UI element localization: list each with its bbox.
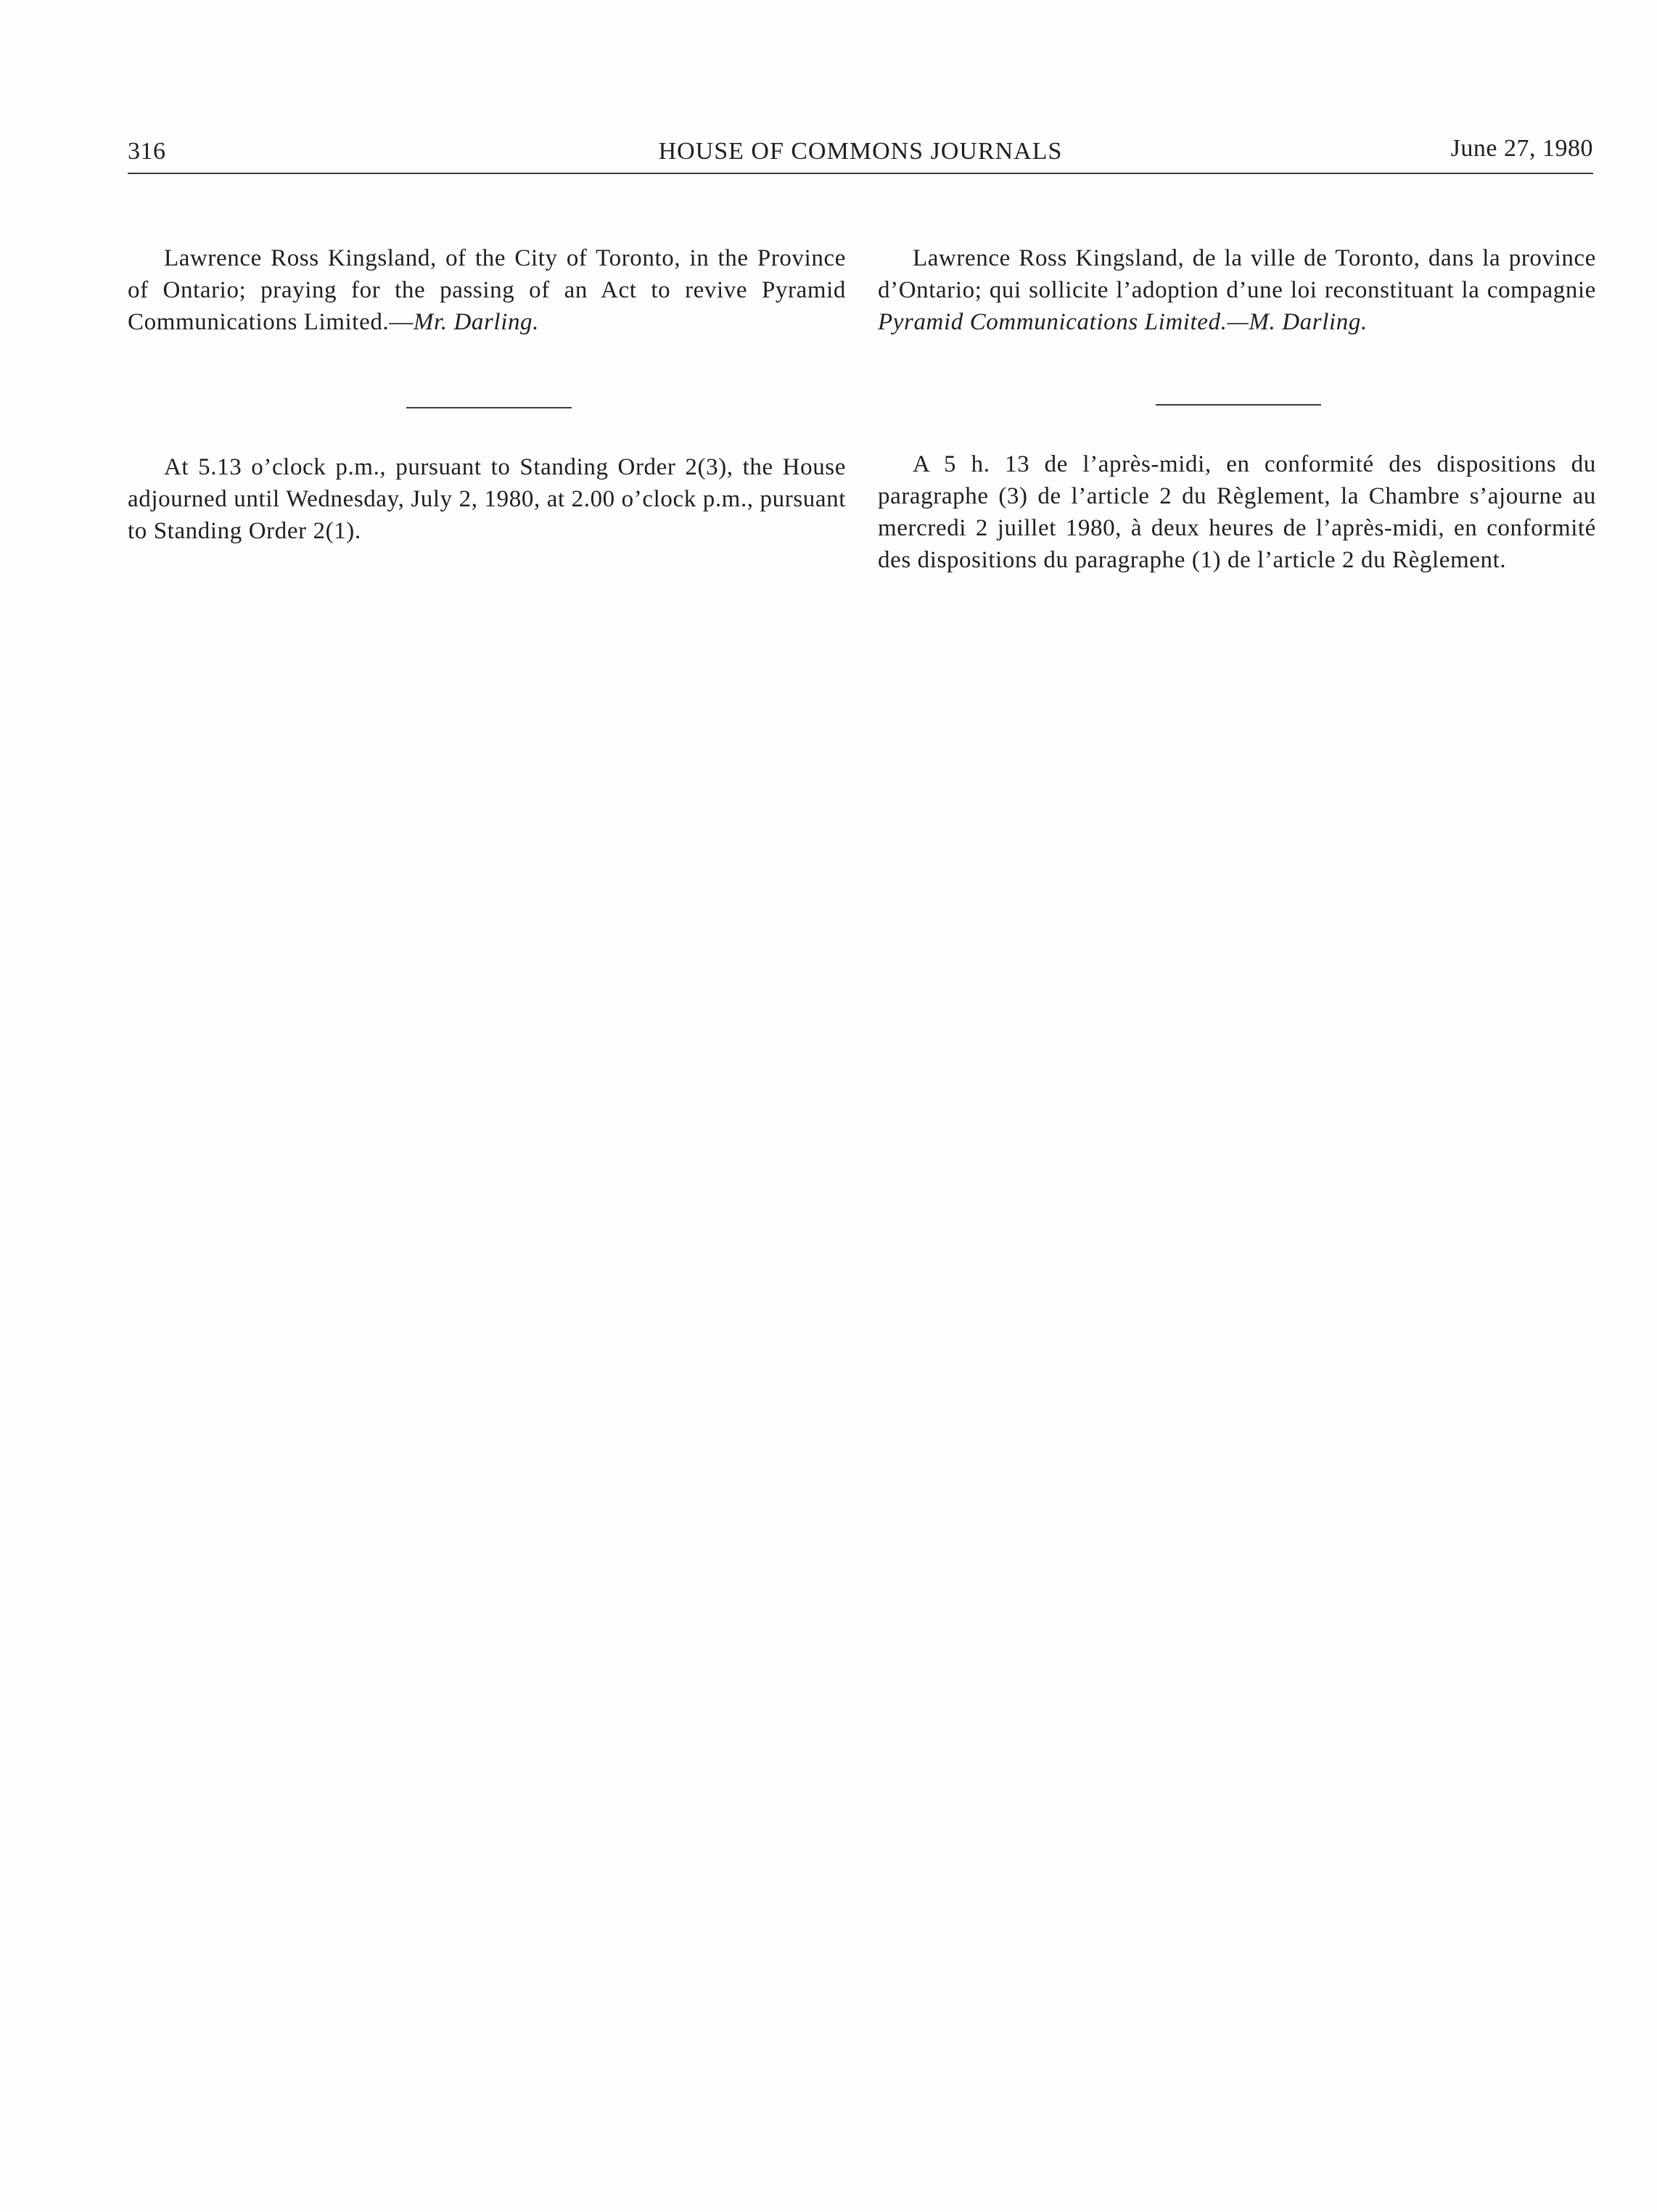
adjournment-french	[878, 448, 1596, 576]
page-number: 316	[128, 138, 166, 165]
adjournment-french-text: A 5 h. 13 de l’après-midi, en conformité des dispositions du paragraphe (3) de l’article 2 du Règlement, la Chambre s’ajourne au mercredi 2 juillet 1980, à deux heures de l’après-midi, en conformité des dispositions du paragraphe (1) de l’article 2 du Règlement.	[878, 451, 1596, 573]
petition-french	[878, 242, 1596, 338]
petition-french-company: Pyramid Communications Limited.—M. Darling.	[878, 309, 1368, 335]
section-separator-left	[406, 407, 572, 408]
petition-english	[128, 242, 846, 338]
journal-title: HOUSE OF COMMONS JOURNALS	[658, 138, 1063, 165]
petition-english-text: Lawrence Ross Kingsland, of the City of Toronto, in the Province of Ontario; praying for the passing of an Act to revive Pyramid Communications Limited.—	[128, 245, 846, 335]
section-separator-right	[1156, 404, 1321, 406]
page-header	[128, 133, 1593, 174]
adjournment-english-text: At 5.13 o’clock p.m., pursuant to Standing Order 2(3), the House adjourned until Wednesday, July 2, 1980, at 2.00 o’clock p.m., pursuant to Standing Order 2(1).	[128, 454, 846, 544]
header-rule	[128, 173, 1593, 174]
adjournment-english	[128, 451, 846, 547]
page-date: June 27, 1980	[1450, 135, 1593, 162]
petition-english-presenter: Mr. Darling.	[413, 309, 540, 335]
petition-english-paragraph	[128, 242, 846, 338]
petition-french-paragraph	[878, 242, 1596, 338]
petition-french-text: Lawrence Ross Kingsland, de la ville de Toronto, dans la province d’Ontario; qui sollicite l’adoption d’une loi reconstituant la compagnie	[878, 245, 1596, 303]
